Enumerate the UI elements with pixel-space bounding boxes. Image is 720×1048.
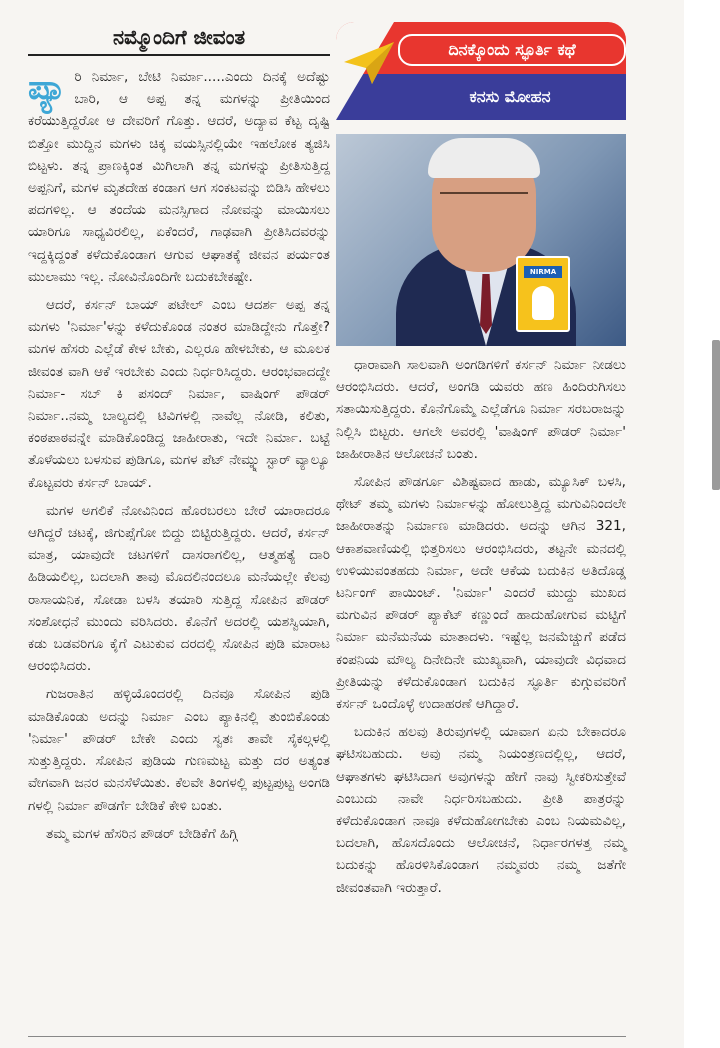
left-column (28, 22, 330, 851)
article-paragraph: ಗುಜರಾತಿನ ಹಳ್ಳಿಯೊಂದರಲ್ಲಿ ದಿನವೂ ಸೋಪಿನ ಪುಡಿ ಮಾಡಿಕೊಂಡು ಅದನ್ನು ನಿರ್ಮಾ ಎಂಬ ಪ್ಯಾಕಿನಲ್ಲಿ ತುಂಬಿಕೊಂಡು 'ನಿರ್ಮಾ' ಪೌಡರ್ ಬೇಕೇ ಎಂದು ಸ್ವತಃ ತಾವೇ ಸೈಕಲ್ಗಳಲ್ಲಿ ಸುತ್ತುತ್ತಿದ್ದರು. ಸೋಪಿನ ಪುಡಿಯ ಗುಣಮಟ್ಟ ಮತ್ತು ದರ ಅತ್ಯಂತ ವೇಗವಾಗಿ ಜನರ ಮನಸೆಳೆಯಿತು. ಕೆಲವೇ ತಿಂಗಳಲ್ಲಿ ಪುಟ್ಟಪುಟ್ಟ ಅಂಗಡಿ ಗಳಲ್ಲಿ ನಿರ್ಮಾ ಪೌಡರ್ಗೆ ಬೇಡಿಕೆ ಕೇಳಿ ಬಂತು. (28, 686, 330, 814)
paragraph-text: ರಿ ನಿರ್ಮಾ, ಬೇಟಿ ನಿರ್ಮಾ.....ಎಂದು ದಿನಕ್ಕೆ ಅದೆಷ್ಟು ಬಾರಿ, ಆ ಅಪ್ಪ ತನ್ನ ಮಗಳನ್ನು ಪ್ರೀತಿಯಿಂದ ಕರೆಯುತ್ತಿದ್ದರೋ ಆ ದೇವರಿಗೆ ಗೊತ್ತು. ಆದರೆ, ಅದ್ಯಾವ ಕೆಟ್ಟ ದೃಷ್ಟಿ ಬಿತ್ತೋ ಮುದ್ದಿನ ಮಗಳು ಚಿಕ್ಕ ವಯಸ್ಸಿನಲ್ಲಿಯೇ ಇಹಲೋಕ ತ್ಯಜಿಸಿ ಬಿಟ್ಟಳು. ತನ್ನ ಪ್ರಾಣಕ್ಕಿಂತ ಮಿಗಿಲಾಗಿ ತನ್ನ ಮಗಳನ್ನು ಪ್ರೀತಿಸುತ್ತಿದ್ದ ಅಪ್ಪನಿಗೆ, ಮಗಳ ಮೃತದೇಹ ಕಂಡಾಗ ಆಗ ಸಂಕಟವನ್ನು ಬಿಡಿಸಿ ಹೇಳಲು ಪದಗಳಿಲ್ಲ. ಆ ತಂದೆಯ ಮನಸ್ಸಿಗಾದ ನೋವನ್ನು ಮಾಯಿಸಲು ಯಾರಿಗೂ ಸಾಧ್ಯವಿರಲಿಲ್ಲ, ಏಕೆಂದರೆ, ಗಾಢವಾಗಿ ಪ್ರೀತಿಸಿದವರನ್ನು ಇದ್ದಕ್ಕಿದ್ದಂತೆ ಕಳೆದುಕೊಂಡಾಗ ಆಗುವ ಆಘಾತಕ್ಕೆ ಜೀವನ ಪರ್ಯಂತ ಮುಲಾಮು ಇಲ್ಲ. ನೋವಿನೊಂದಿಗೇ ಬದುಕಬೇಕಷ್ಟೇ. (28, 69, 330, 285)
article-paragraph: ಆದರೆ, ಕರ್ಸನ್ ಬಾಯ್ ಪಟೇಲ್ ಎಂಬ ಆದರ್ಶ ಅಪ್ಪ ತನ್ನ ಮಗಳು 'ನಿರ್ಮಾ'ಳನ್ನು ಕಳೆದುಕೊಂಡ ನಂತರ ಮಾಡಿದ್ದೇನು ಗೊತ್ತೇ? ಮಗಳ ಹೆಸರು ಎಲ್ಲೆಡೆ ಕೇಳ ಬೇಕು, ಎಲ್ಲರೂ ಹೇಳಬೇಕು, ಆ ಮೂಲಕ ಜೀವಂತ ವಾಗಿ ಆಕೆ ಇರಬೇಕು ಎಂದು ನಿರ್ಧರಿಸಿದ್ದರು. ಆರಂಭವಾದದ್ದೇ ನಿರ್ಮಾ- ಸಬ್ ಕಿ ಪಸಂದ್ ನಿರ್ಮಾ, ವಾಷಿಂಗ್ ಪೌಡರ್ ನಿರ್ಮಾ..ನಮ್ಮ ಬಾಲ್ಯದಲ್ಲಿ ಟಿವಿಗಳಲ್ಲಿ ನಾವೆಲ್ಲ ನೋಡಿ, ಕಲಿತು, ಕಂಠಪಾಠವನ್ನೇ ಮಾಡಿಕೊಂಡಿದ್ದ ಜಾಹೀರಾತು, ಇದೇ ನಿರ್ಮಾ. ಬಟ್ಟೆ ತೊಳೆಯಲು ಬಳಸುವ ಪುಡಿಗೂ, ಮಗಳ ಪೆಟ್ ನೇಮ್ನ್ನು ಸ್ಟಾರ್ ವ್ಯಾಲ್ಯೂ ಕೊಟ್ಟವರು ಕರ್ಸನ್ ಬಾಯ್. (28, 297, 330, 491)
photo-glasses (440, 192, 528, 212)
article-paragraph: ಮಗಳ ಅಗಲಿಕೆ ನೋವಿನಿಂದ ಹೊರಬರಲು ಬೇರೆ ಯಾರಾದರೂ ಆಗಿದ್ದರೆ ಚಟಕ್ಕೆ, ಜಿಗುಪ್ಸೆಗೋ ಬಿದ್ದು ಬಿಟ್ಟಿರುತ್ತಿದ್ದರು. ಆದರೆ, ಕರ್ಸನ್ ಮಾತ್ರ, ಯಾವುದೇ ಚಟಗಳಿಗೆ ದಾಸರಾಗಲಿಲ್ಲ, ಆತ್ಮಹತ್ಯೆ ದಾರಿ ಹಿಡಿಯಲಿಲ್ಲ, ಬದಲಾಗಿ ತಾವು ಮೊದಲಿನಂದಲೂ ಮನೆಯಲ್ಲೇ ಕೆಲವು ರಾಸಾಯನಿಕ, ಸೋಡಾ ಬಳಸಿ ತಯಾರಿ ಸುತ್ತಿದ್ದ ಸೋಪಿನ ಪೌಡರ್ ಸಂಶೋಧನೆ ಮುಂದು ವರಿಸಿದರು. ಕೊನೆಗೆ ಅದರಲ್ಲಿ ಯಶಸ್ವಿಯಾಗಿ, ಕಡು ಬಡವರಿಗೂ ಕೈಗೆ ಎಟುಕುವ ದರದಲ್ಲಿ ಸೋಪಿನ ಪುಡಿ ಮಾರಾಟ ಆರಂಭಿಸಿದರು. (28, 502, 330, 675)
article-paragraph: ಧಾರಾವಾಗಿ ಸಾಲವಾಗಿ ಅಂಗಡಿಗಳಿಗೆ ಕರ್ಸನ್ ನಿರ್ಮಾ ನೀಡಲು ಆರಂಭಿಸಿದರು. ಆದರೆ, ಅಂಗಡಿ ಯವರು ಹಣ ಹಿಂದಿರುಗಿಸಲು ಸತಾಯಿಸುತ್ತಿದ್ದರು. ಕೊನೆಗೊಮ್ಮೆ ಎಲ್ಲೆಡೆಗೂ ನಿರ್ಮಾ ಸರಬರಾಜನ್ನು ನಿಲ್ಲಿಸಿ ಬಿಟ್ಟರು. ಆಗಲೇ ಅವರಲ್ಲಿ 'ವಾಷಿಂಗ್ ಪೌಡರ್ ನಿರ್ಮಾ' ಜಾಹೀರಾತಿನ ಆಲೋಚನೆ ಬಂತು. (336, 357, 626, 462)
bottom-rule (28, 1036, 626, 1037)
story-banner (336, 22, 626, 120)
author-name: ಕನಸು ಮೋಹನ (469, 87, 551, 106)
scroll-track[interactable] (684, 0, 720, 1048)
paper-plane-icon (342, 40, 396, 86)
article-paragraph: ಬದುಕಿನ ಹಲವು ತಿರುವುಗಳಲ್ಲಿ ಯಾವಾಗ ಏನು ಬೇಕಾದರೂ ಘಟಿಸಬಹುದು. ಅವು ನಮ್ಮ ನಿಯಂತ್ರಣದಲ್ಲಿಲ್ಲ, ಆದರೆ, ಆಘಾತಗಳು ಘಟಿಸಿದಾಗ ಅವುಗಳನ್ನು ಹೇಗೆ ನಾವು ಸ್ವೀಕರಿಸುತ್ತೇವೆ ಎಂಬುದು ನಾವೇ ನಿರ್ಧರಿಸಬಹುದು. ಪ್ರೀತಿ ಪಾತ್ರರನ್ನು ಕಳೆದುಕೊಂಡಾಗ ನಾವೂ ಕಳೆದುಹೋಗಬೇಕು ಎಂಬ ನಿಯಮವಿಲ್ಲ, ಬದಲಾಗಿ, ಹೊಸದೊಂದು ಆಲೋಚನೆ, ನಿರ್ಧಾರಗಳತ್ತ ನಮ್ಮ ಬದುಕನ್ನು ಹೊರಳಿಸಿಕೊಂಡಾಗ ನಮ್ಮವರು ನಮ್ಮ ಜತೆಗೇ ಜೀವಂತವಾಗಿ ಇರುತ್ತಾರೆ. (336, 724, 626, 896)
article-paragraph: ತಮ್ಮ ಮಗಳ ಹೆಸರಿನ ಪೌಡರ್ ಬೇಡಿಕೆಗೆ ಹಿಗ್ಗಿ (46, 825, 238, 842)
pack-girl-figure (532, 286, 554, 320)
scrollbar-thumb[interactable] (712, 340, 720, 490)
pack-brand-label: NIRMA (524, 266, 562, 278)
column-title: ನಮ್ಮೊಂದಿಗೆ ಜೀವಂತ (28, 22, 330, 56)
nirma-pack-logo (516, 256, 570, 332)
banner-title: ದಿನಕ್ಕೊಂದು ಸ್ಫೂರ್ತಿ ಕಥೆ (398, 34, 626, 66)
drop-cap: ಪ್ಯಾ (28, 68, 67, 108)
article-paragraph (28, 66, 330, 288)
article-paragraph: ಸೋಪಿನ ಪೌಡರ್ಗೂ ವಿಶಿಷ್ಟವಾದ ಹಾಡು, ಮ್ಯೂಸಿಕ್ ಬಳಸಿ, ಥೇಟ್ ತಮ್ಮ ಮಗಳು ನಿರ್ಮಾಳನ್ನು ಹೋಲುತ್ತಿದ್ದ ಮಗುವಿನಿಂದಲೇ ಜಾಹೀರಾತನ್ನು ನಿರ್ಮಾಣ ಮಾಡಿದರು. ಅದನ್ನು ಆಗಿನ 321, ಆಕಾಶವಾಣಿಯಲ್ಲಿ ಭಿತ್ತರಿಸಲು ಆರಂಭಿಸಿದರು, ತಟ್ಟನೇ ಮನದಲ್ಲಿ ಉಳಿಯುವಂತಹದು ನಿರ್ಮಾ, ಅದೇ ಆಕೆಯ ಬದುಕಿನ ಅತಿದೊಡ್ಡ ಟರ್ನಿಂಗ್ ಪಾಯಿಂಟ್. 'ನಿರ್ಮಾ' ಎಂದರೆ ಮುದ್ದು ಮುಖದ ಮಗುವಿನ ಪೌಡರ್ ಪ್ಯಾಕೆಟ್ ಕಣ್ಣುಂದೆ ಹಾದುಹೋಗುವ ಮಟ್ಟಿಗೆ ನಿರ್ಮಾ ಮನೆಮನೆಯ ಮಾತಾದಳು. ಇಷ್ಟೆಲ್ಲ ಜನಮೆಚ್ಚುಗೆ ಪಡೆದ ಕಂಪನಿಯ ಮೌಲ್ಯ ದಿನೇದಿನೇ ಮುಖ್ಯವಾಗಿ, ಯಾವುದೇ ವಿಧವಾದ ಪ್ರೀತಿಯನ್ನು ಕಳೆದುಕೊಂಡಾಗ ಬದುಕಿನ ಸ್ಫೂರ್ತಿ ಕುಗ್ಗುವವರಿಗೆ ಕರ್ಸನ್ ಒಂದೊಳ್ಳೆ ಉದಾಹರಣೆ ಆಗಿದ್ದಾರೆ. (336, 474, 626, 713)
portrait-photo (336, 134, 626, 346)
right-column (336, 22, 626, 905)
photo-hair (428, 138, 540, 178)
